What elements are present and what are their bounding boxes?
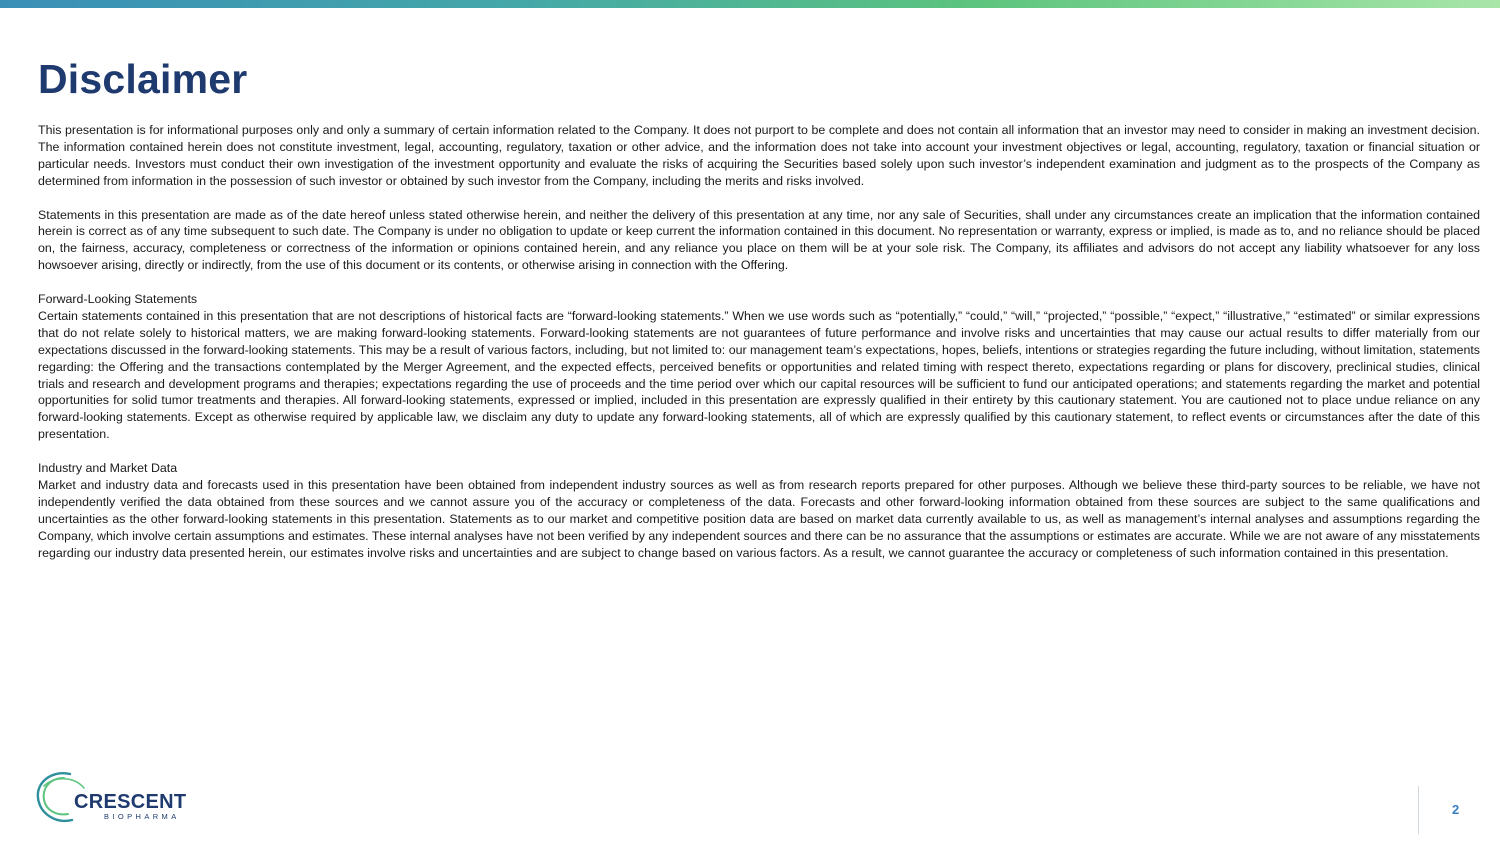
paragraph-forward-looking: Certain statements contained in this presentation that are not descriptions of historical facts are “forward-looking statements.” When we use words such as “potentially,” “could,” “will,” “projected,” “possible,” “expect,” “illustrative,” “estimated” or similar expressions that do not relate solely to historical matters, we are making forward-looking statements. Forward-looking statements are not guarantees of future performance and involve risks and uncertainties that may cause our actual results to differ materially from our expectations discussed in the forward-looking statements. This may be a result of various factors, including, but not limited to: our management team’s expectations, hopes, beliefs, intentions or strategies regarding the future including, without limitation, statements regarding: the Offering and the transactions contemplated by the Merger Agreement, and the expected effects, perceived benefits or opportunities and related timing with respect thereto, expectations regarding or plans for discovery, preclinical studies, clinical trials and research and development programs and therapies; expectations regarding the use of proceeds and the time period over which our capital resources will be sufficient to fund our anticipated operations; and statements regarding the market and potential opportunities for solid tumor treatments and therapies. All forward-looking statements, expressed or implied, included in this presentation are expressly qualified in their entirety by this cautionary statement. You are cautioned not to place undue reliance on any forward-looking statements. Except as otherwise required by applicable law, we disclaim any duty to update any forward-looking statements, all of which are expressly qualified by this cautionary statement, to reflect events or circumstances after the date of this presentation. — [38, 308, 1480, 442]
paragraph-industry-market: Market and industry data and forecasts used in this presentation have been obtained from independent industry sources as well as from research reports prepared for other purposes. Although we believe these third-party sources to be reliable, we have not independently verified the data obtained from these sources and we cannot assure you of the accuracy or completeness of the data. Forecasts and other forward-looking information obtained from these sources are subject to the same qualifications and uncertainties as the other forward-looking statements in this presentation. Statements as to our market and competitive position data are based on market data currently available to us, as well as management’s internal analyses and assumptions regarding the Company, which involve certain assumptions and estimates. These internal analyses have not been verified by any independent sources and there can be no assurance that the assumptions or estimates are accurate. While we are not aware of any misstatements regarding our industry data presented herein, our estimates involve risks and uncertainties and are subject to change based on various factors. As a result, we cannot guarantee the accuracy or completeness of such information contained in this presentation. — [38, 477, 1480, 560]
disclaimer-body — [38, 122, 1480, 578]
logo-subtitle: BIOPHARMA — [104, 812, 180, 821]
page-title: Disclaimer — [38, 56, 248, 102]
heading-forward-looking: Forward-Looking Statements — [38, 292, 198, 307]
company-logo — [34, 768, 194, 828]
heading-industry-market: Industry and Market Data — [38, 461, 178, 476]
top-gradient-bar — [0, 0, 1500, 8]
logo-wordmark: CRESCENT — [74, 791, 187, 813]
paragraph-statements: Statements in this presentation are made as of the date hereof unless stated otherwise herein, and neither the delivery of this presentation at any time, nor any sale of Securities, shall under any circumstances create an implication that the information contained herein is correct as of any time subsequent to such date. The Company is under no obligation to update or keep current the information contained in this document. No representation or warranty, express or implied, is made as to, and no reliance should be placed on, the fairness, accuracy, completeness or correctness of the information or opinions contained herein, and any reliance you place on them will be at your sole risk. The Company, its affiliates and advisors do not accept any liability whatsoever for any loss howsoever arising, directly or indirectly, from the use of this document or its contents, or otherwise arising in connection with the Offering. — [38, 207, 1480, 273]
paragraph-intro: This presentation is for informational purposes only and only a summary of certain information related to the Company. It does not purport to be complete and does not contain all information that an investor may need to consider in making an investment decision. The information contained herein does not constitute investment, legal, accounting, regulatory, taxation or other advice, and the information does not take into account your investment objectives or legal, accounting, regulatory, taxation or financial situation or particular needs. Investors must conduct their own investigation of the investment opportunity and evaluate the risks of acquiring the Securities based solely upon such investor’s independent examination and judgment as to the prospects of the Company as determined from information in the possession of such investor or obtained by such investor from the Company, including the merits and risks involved. — [38, 123, 1480, 188]
page-number: 2 — [1452, 802, 1460, 817]
footer-divider — [1418, 786, 1419, 834]
